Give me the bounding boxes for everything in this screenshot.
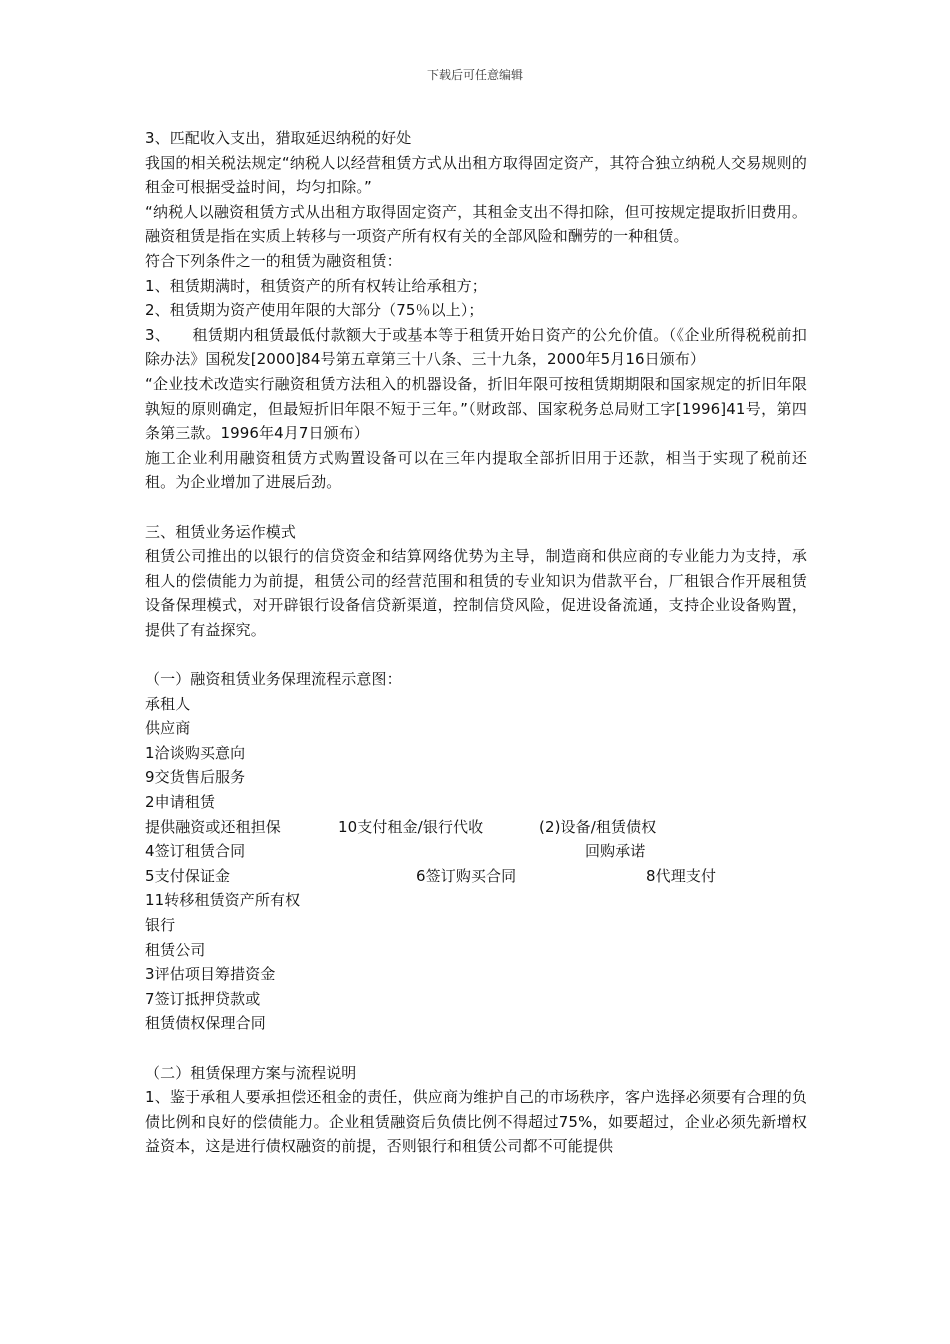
diagram-step-11: 11转移租赁资产所有权 xyxy=(145,891,301,910)
diagram-step-9: 9交货售后服务 xyxy=(145,768,246,787)
diagram-step-7-cont: 租赁债权保理合同 xyxy=(145,1014,266,1033)
section-heading-matching-income: 3、匹配收入支出，猎取延迟纳税的好处 xyxy=(145,129,412,147)
paragraph-conditions-intro: 符合下列条件之一的租赁为融资租赁： xyxy=(145,251,402,270)
diagram-row-contract xyxy=(145,839,807,864)
list-item-condition-3 xyxy=(145,323,807,372)
diagram-label-leasing-company: 租赁公司 xyxy=(145,940,206,959)
diagram-step-5: 5支付保证金 xyxy=(145,866,231,885)
diagram-step-6: 6签订购买合同 xyxy=(416,866,517,885)
list-item-text: 租赁期内租赁最低付款额大于或基本等于租赁开始日资产的公允价值。（《企业所得税税前扣除办法》国税发[2000]84号第五章第三十八条、三十九条，2000年5月16日颁布） xyxy=(145,325,807,369)
list-item-number: 3、 xyxy=(145,325,171,344)
diagram-step-8: 8代理支付 xyxy=(646,866,717,885)
diagram-step-4: 4签订租赁合同 xyxy=(145,842,246,861)
diagram-label-supplier: 供应商 xyxy=(145,719,191,738)
paragraph-operating-lease-rule: 我国的相关税法规定“纳税人以经营租赁方式从出租方取得固定资产，其符合独立纳税人交易规则的租金可根据受益时间，均匀扣除。” xyxy=(145,153,807,197)
section-heading-factoring-plan: （二）租赁保理方案与流程说明 xyxy=(145,1063,357,1082)
paragraph-operation-mode: 租赁公司推出的以银行的信贷资金和结算网络优势为主导，制造商和供应商的专业能力为支持，承租人的偿债能力为前提，租赁公司的经营范围和租赁的专业知识为借款平台，厂租银合作开展租赁设备保理模式，对开辟银行设备信贷新渠道，控制信贷风险，促进设备流通，支持企业设备购置，提供了有益探究。 xyxy=(145,547,807,639)
paragraph-depreciation-rule: “企业技术改造实行融资租赁方法租入的机器设备，折旧年限可按租赁期期限和国家规定的折旧年限孰短的原则确定，但最短折旧年限不短于三年。”（财政部、国家税务总局财工字[1996]41号，第四条第三款。1996年4月7日颁布） xyxy=(145,374,807,443)
section-heading-operation-mode: 三、租赁业务运作模式 xyxy=(145,522,297,541)
paragraph-construction-enterprise: 施工企业利用融资租赁方式购置设备可以在三年内提取全部折旧用于还款，相当于实现了税前还租。为企业增加了进展后劲。 xyxy=(145,448,807,492)
diagram-step-2b: (2)设备/租赁债权 xyxy=(539,817,657,836)
diagram-row-guarantee xyxy=(145,815,807,840)
diagram-label-bank: 银行 xyxy=(145,916,176,934)
paragraph-financing-lease-rule: “纳税人以融资租赁方式从出租方取得固定资产，其租金支出不得扣除，但可按规定提取折旧费用。融资租赁是指在实质上转移与一项资产所有权有关的全部风险和酬劳的一种租赁。 xyxy=(145,202,807,246)
diagram-step-3: 3评估项目筹措资金 xyxy=(145,965,276,984)
document-body xyxy=(145,126,807,1159)
diagram-step-7: 7签订抵押贷款或 xyxy=(145,989,261,1008)
paragraph-factoring-plan-1: 1、鉴于承租人要承担偿还租金的责任，供应商为维护自己的市场秩序，客户选择必须要有合理的负债比例和良好的偿债能力。企业租赁融资后负债比例不得超过75%，如要超过，企业必须先新增权益资本，这是进行债权融资的前提，否则银行和租赁公司都不可能提供 xyxy=(145,1088,807,1156)
diagram-step-10: 10支付租金/银行代收 xyxy=(338,817,484,836)
diagram-label-repurchase: 回购承诺 xyxy=(585,842,646,861)
flow-diagram-text xyxy=(145,692,807,1036)
diagram-step-2: 2申请租赁 xyxy=(145,793,216,812)
page-header: 下载后可任意编辑 xyxy=(426,68,523,82)
list-item-condition-1: 1、租赁期满时，租赁资产的所有权转让给承租方； xyxy=(145,276,487,295)
list-item-condition-2: 2、租赁期为资产使用年限的大部分（75％以上）； xyxy=(145,301,484,320)
diagram-label-guarantee: 提供融资或还租担保 xyxy=(145,817,281,836)
section-heading-flow-diagram: （一）融资租赁业务保理流程示意图： xyxy=(145,670,402,689)
diagram-row-deposit xyxy=(145,864,807,889)
diagram-step-1: 1洽谈购买意向 xyxy=(145,743,246,762)
diagram-label-lessee: 承租人 xyxy=(145,694,191,713)
